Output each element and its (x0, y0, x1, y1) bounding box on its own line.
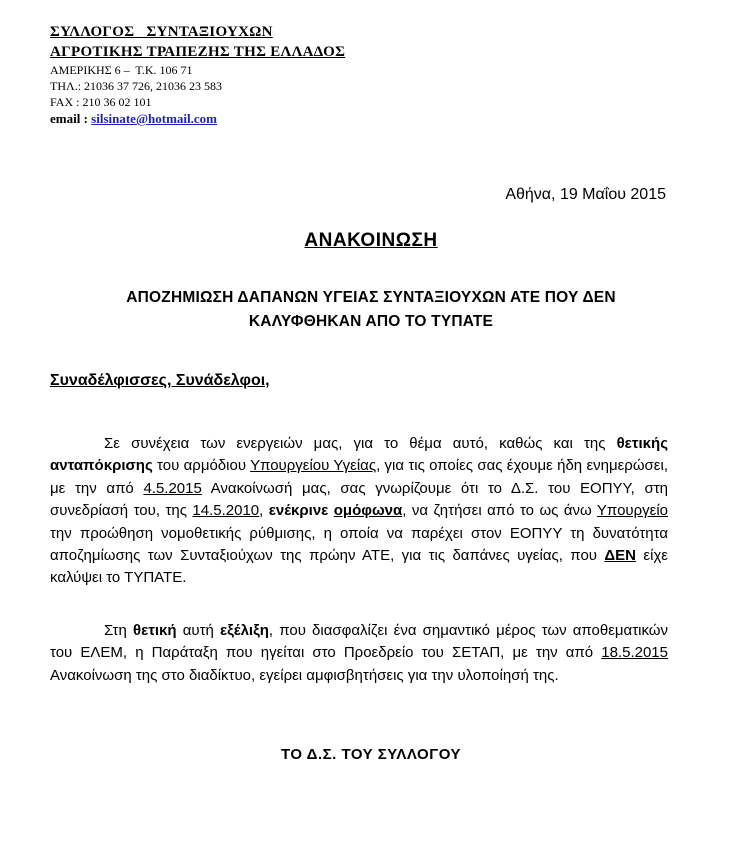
text-run: είχε καλύψει το ΤΥΠΑΤΕ. (50, 547, 668, 587)
text-run: , που διασφαλίζει ένα σημαντικό μέρος των αποθεματικών του ΕΛΕΜ, η Παράταξη που ηγείται στο Προεδρείο του ΣΕΤΑΠ, με την από (50, 622, 668, 662)
bold-text: θετικής ανταπόκρισης (50, 435, 668, 475)
bold-text: εξέλιξη (220, 622, 269, 639)
fax-line: FAX : 210 36 02 101 (50, 95, 152, 109)
bold-text: θετική (132, 622, 177, 639)
underlined-text: Υπουργείο (596, 502, 669, 520)
text-run: αυτή (176, 622, 220, 639)
text-run: Ανακοίνωση της στο διαδίκτυο, εγείρει αμφισβητήσεις για την υλοποίησή της. (50, 666, 559, 684)
phone-line: ΤΗΛ.: 21036 37 726, 21036 23 583 (50, 79, 223, 93)
email-line (50, 110, 345, 128)
text-run: Στη (104, 622, 133, 639)
text-run: του αρμόδιου (152, 457, 251, 475)
body-paragraph-1 (50, 433, 668, 590)
bold-underlined-text: ομόφωνα (333, 502, 403, 520)
underlined-date: 14.5.2010 (192, 502, 260, 520)
organization-name-line2: ΑΓΡΟΤΙΚΗΣ ΤΡΑΠΕΖΗΣ ΤΗΣ ΕΛΛΑΔΟΣ (50, 44, 346, 60)
underlined-date: 18.5.2015 (601, 644, 668, 662)
text-run: την προώθηση νομοθετικής ρύθμισης, η οποία να παρέχει στον ΕΟΠΥΥ τη δυνατότητα αποζημίωσης των Συνταξιούχων της πρώην ΑΤΕ, για τις δαπάνες υγείας, που (50, 524, 668, 565)
email-label: email : (50, 111, 92, 126)
text-run: , για τις οποίες σας έχουμε ήδη ενημερώσει, με την από (50, 457, 668, 497)
signature-line: ΤΟ Δ.Σ. ΤΟΥ ΣΥΛΛΟΓΟΥ (281, 746, 461, 763)
address-line: ΑΜΕΡΙΚΗΣ 6 – Τ.Κ. 106 71 (50, 63, 193, 77)
organization-name-line1: ΣΥΛΛΟΓΟΣ ΣΥΝΤΑΞΙΟΥΧΩΝ (50, 24, 273, 40)
letterhead (50, 22, 345, 128)
subject-heading (40, 286, 702, 334)
document-title: ΑΝΑΚΟΙΝΩΣΗ (304, 230, 438, 251)
subject-line2: ΚΑΛΥΦΘΗΚΑΝ ΑΠΟ ΤΟ ΤΥΠΑΤΕ (248, 313, 494, 330)
email-link[interactable]: silsinate@hotmail.com (91, 111, 217, 126)
subject-line1: ΑΠΟΖΗΜΙΩΣΗ ΔΑΠΑΝΩΝ ΥΓΕΙΑΣ ΣΥΝΤΑΞΙΟΥΧΩΝ ΑΤΕ ΠΟΥ ΔΕΝ (126, 289, 616, 306)
body-paragraph-2 (50, 620, 668, 687)
text-run: Ανακοίνωσή μας, σας γνωρίζουμε ότι το Δ.Σ. του ΕΟΠΥΥ, στη συνεδρίασή του, της (50, 479, 668, 520)
text-run: Σε συνέχεια των ενεργειών μας, για το θέμα αυτό, καθώς και της (104, 435, 617, 452)
salutation: Συναδέλφισσες, Συνάδελφοι, (50, 372, 270, 389)
text-run: , (259, 502, 269, 520)
underlined-date: 4.5.2015 (143, 479, 202, 497)
text-run: , να ζητήσει από το ως άνω (402, 502, 597, 520)
document-date: Αθήνα, 19 Μαΐου 2015 (505, 186, 666, 203)
bold-underlined-text: ΔΕΝ (604, 547, 637, 565)
bold-text: ενέκρινε (268, 502, 329, 520)
underlined-text: Υπουργείου Υγείας (250, 457, 377, 475)
